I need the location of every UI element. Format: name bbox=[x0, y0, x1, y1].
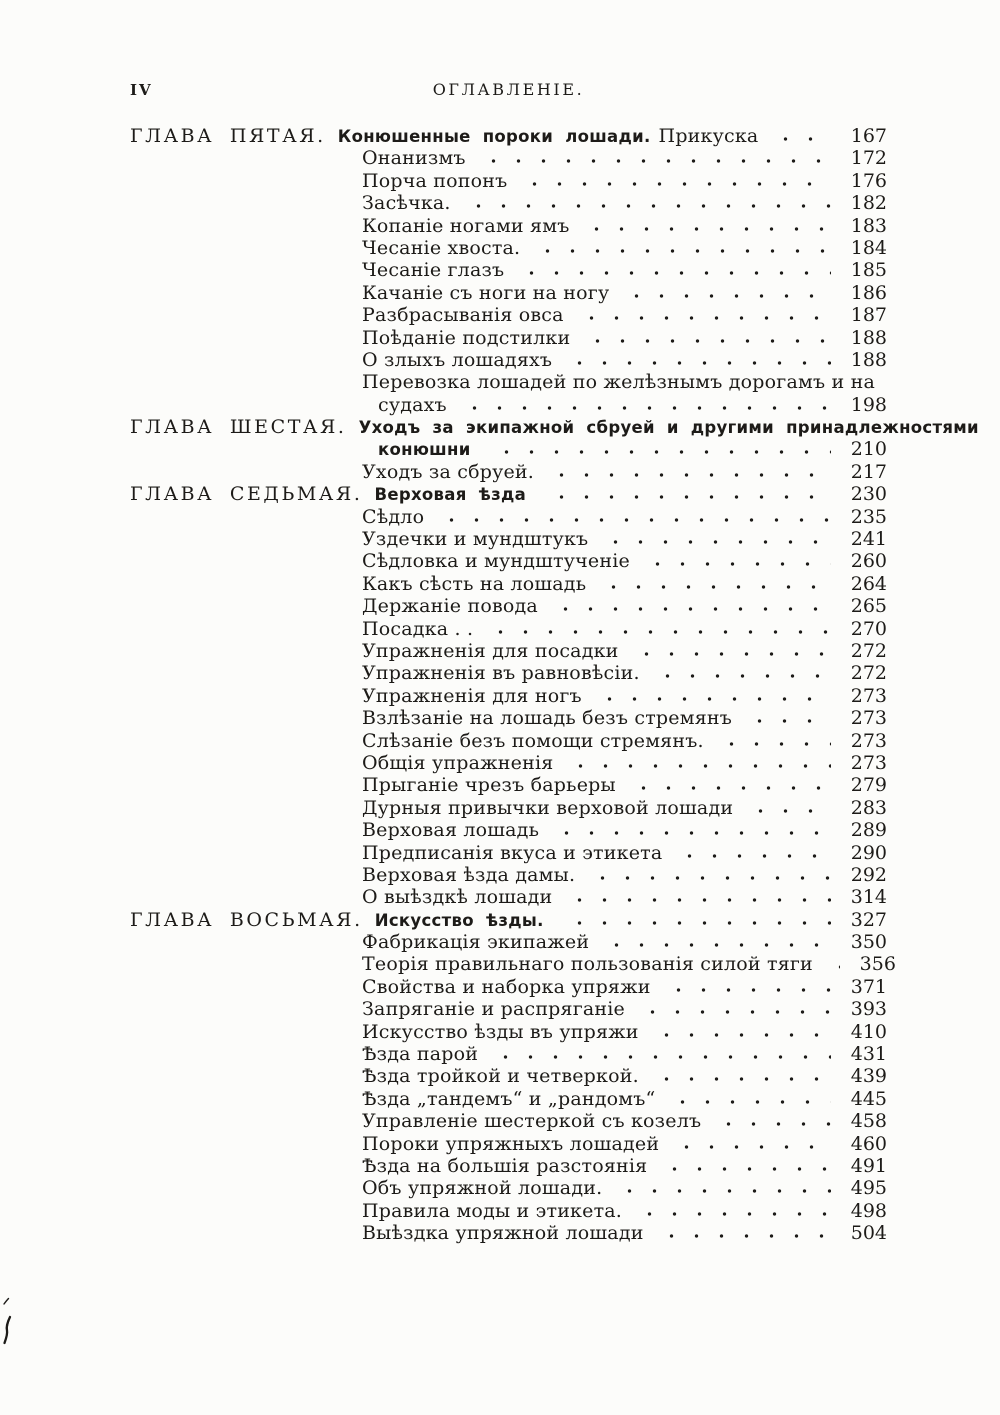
toc-entry-row bbox=[130, 707, 887, 729]
dot-leader bbox=[433, 517, 831, 523]
dot-leader bbox=[618, 293, 831, 299]
entry-label: Уходъ за сбруей. bbox=[362, 460, 535, 483]
toc-entry-row bbox=[130, 438, 887, 460]
toc-page-number: 393 bbox=[850, 998, 887, 1021]
dot-leader bbox=[611, 1188, 831, 1194]
toc-page-number: 184 bbox=[850, 236, 887, 259]
toc-entry-row bbox=[130, 170, 887, 192]
dot-leader bbox=[741, 718, 831, 724]
entry-label: Уздечки и мундштукъ bbox=[362, 528, 589, 551]
toc-entry-row bbox=[130, 1222, 887, 1244]
dot-leader bbox=[487, 1054, 831, 1060]
toc-entry-row bbox=[130, 349, 887, 371]
toc-entry-row bbox=[130, 528, 887, 550]
entry-label: Упражненія для посадки bbox=[362, 639, 619, 662]
toc-entry-row bbox=[130, 147, 887, 169]
toc-entry-row bbox=[130, 752, 887, 774]
dot-leader bbox=[579, 338, 831, 344]
dot-leader bbox=[625, 785, 831, 791]
entry-label: Общія упражненія bbox=[362, 751, 554, 774]
entry-label: судахъ bbox=[378, 393, 447, 416]
entry-label: Прикуска bbox=[658, 125, 759, 147]
chapter-title: Искусство ѣзды. bbox=[374, 910, 544, 930]
entry-label: Слѣзаніе безъ помощи стремянъ. bbox=[362, 729, 704, 752]
dot-leader bbox=[543, 494, 831, 500]
page-header bbox=[130, 80, 887, 99]
toc-entry-row bbox=[130, 394, 887, 416]
entry-label: Пороки упряжныхъ лошадей bbox=[362, 1132, 660, 1155]
entry-label: Поѣданіе подстилки bbox=[362, 326, 571, 349]
ink-mark-icon bbox=[0, 1294, 22, 1349]
toc-entry-row bbox=[130, 371, 887, 393]
entry-label: Копаніе ногами ямъ bbox=[362, 214, 570, 237]
toc-entry-row bbox=[130, 640, 887, 662]
toc-page-number: 327 bbox=[850, 908, 887, 931]
entry-label: Сѣдловка и мундштученіе bbox=[362, 550, 630, 573]
toc-page-number: 260 bbox=[850, 550, 887, 573]
toc-entry-row bbox=[130, 1177, 887, 1199]
toc-entry-row bbox=[130, 886, 887, 908]
toc-entry-row bbox=[130, 1110, 887, 1132]
toc-entry-row bbox=[130, 282, 887, 304]
entry-label: Правила моды и этикета. bbox=[362, 1199, 623, 1222]
toc-page-number: 187 bbox=[850, 304, 887, 327]
toc-entry-row bbox=[130, 976, 887, 998]
toc-entry-row bbox=[130, 730, 887, 752]
dot-leader bbox=[488, 449, 831, 455]
toc-page-number: 283 bbox=[850, 796, 887, 819]
toc-page-number: 491 bbox=[850, 1154, 887, 1177]
toc-entry-row bbox=[130, 774, 887, 796]
toc-entry-row bbox=[130, 327, 887, 349]
entry-label: Ѣзда „тандемъ“ и „рандомъ“ bbox=[362, 1087, 656, 1110]
toc-page-number: 439 bbox=[850, 1065, 887, 1088]
dot-leader bbox=[628, 651, 831, 657]
entry-label: Прыганіе чрезъ барьеры bbox=[362, 774, 616, 797]
toc-page-number: 504 bbox=[850, 1222, 887, 1245]
toc-entry-row bbox=[130, 461, 887, 483]
entry-label: Выѣздка упряжной лошади bbox=[362, 1222, 644, 1245]
dot-leader bbox=[543, 472, 831, 478]
dot-leader bbox=[562, 763, 831, 769]
toc-entry-row bbox=[130, 573, 887, 595]
toc-page-number: 273 bbox=[850, 707, 887, 730]
toc-entry-row bbox=[130, 618, 887, 640]
dot-leader bbox=[668, 1144, 831, 1150]
chapter-title: Верховая ѣзда bbox=[374, 485, 527, 505]
entry-label: Объ упряжной лошади. bbox=[362, 1177, 603, 1200]
toc-page-number: 167 bbox=[850, 125, 887, 147]
entry-label: Искусство ѣзды въ упряжи bbox=[362, 1020, 639, 1043]
dot-leader bbox=[513, 270, 831, 276]
dot-leader bbox=[475, 158, 831, 164]
dot-leader bbox=[597, 539, 831, 545]
toc-page-number: 272 bbox=[850, 639, 887, 662]
toc-entry-row bbox=[130, 1133, 887, 1155]
toc-entry-row bbox=[130, 797, 887, 819]
toc-page-number: 458 bbox=[850, 1110, 887, 1133]
toc-entry-row bbox=[130, 595, 887, 617]
page-content bbox=[130, 80, 979, 1245]
toc-page-number: 272 bbox=[850, 662, 887, 685]
toc-chapter-row bbox=[130, 483, 887, 505]
toc-entry-row bbox=[130, 1043, 887, 1065]
chapter-title: конюшни bbox=[378, 440, 471, 460]
entry-label: Ѣзда парой bbox=[362, 1043, 479, 1066]
entry-label: Посадка . . bbox=[362, 617, 474, 640]
entry-label: Перевозка лошадей по желѣзнымъ дорогамъ и на bbox=[362, 371, 875, 394]
entry-label: Онанизмъ bbox=[362, 147, 466, 170]
dot-leader bbox=[561, 360, 831, 366]
dot-leader bbox=[631, 1211, 831, 1217]
entry-label: Дурныя привычки верховой лошади bbox=[362, 796, 734, 819]
toc-page-number: 350 bbox=[850, 931, 887, 954]
toc-page-number: 431 bbox=[850, 1043, 887, 1066]
toc-entry-row bbox=[130, 192, 887, 214]
entry-label: Верховая лошадь bbox=[362, 819, 540, 842]
dot-leader bbox=[649, 673, 831, 679]
page-title: ОГЛАВЛЕНІЕ. bbox=[432, 80, 585, 99]
toc-entry-row bbox=[130, 864, 887, 886]
toc-page-number: 356 bbox=[859, 953, 896, 976]
toc-page-number: 292 bbox=[850, 863, 887, 886]
toc-entry-row bbox=[130, 237, 887, 259]
toc-page-number: 498 bbox=[850, 1199, 887, 1222]
entry-label: Упражненія для ногъ bbox=[362, 684, 582, 707]
entry-label: Упражненія въ равновѣсіи. bbox=[362, 662, 640, 685]
dot-leader bbox=[456, 405, 831, 411]
toc-page-number: 273 bbox=[850, 729, 887, 752]
entry-label: Верховая ѣзда дамы. bbox=[362, 863, 576, 886]
toc-page-number: 176 bbox=[850, 169, 887, 192]
toc-page-number: 217 bbox=[850, 460, 887, 483]
folio-roman-numeral: IV bbox=[130, 81, 153, 99]
entry-label: Порча попонъ bbox=[362, 169, 508, 192]
toc-page-number: 273 bbox=[850, 684, 887, 707]
entry-label: Свойства и наборка упряжи bbox=[362, 975, 651, 998]
dot-leader bbox=[482, 629, 831, 635]
toc-entry-row bbox=[130, 662, 887, 684]
toc-page-number: 182 bbox=[850, 192, 887, 215]
toc-page-number: 314 bbox=[850, 886, 887, 909]
toc-entry-row bbox=[130, 550, 887, 572]
toc-page-number: 188 bbox=[850, 326, 887, 349]
chapter-title: Уходъ за экипажной сбруей и другими принадлежностями bbox=[358, 418, 979, 438]
chapter-label: ГЛАВА ВОСЬМАЯ. bbox=[130, 908, 363, 931]
dot-leader bbox=[656, 1166, 831, 1172]
toc-entry-row bbox=[130, 506, 887, 528]
entry-label: Засѣчка. bbox=[362, 192, 451, 215]
dot-leader bbox=[742, 808, 831, 814]
dot-leader bbox=[598, 942, 831, 948]
dot-leader bbox=[548, 830, 831, 836]
toc-page-number: 172 bbox=[850, 147, 887, 170]
toc-chapter-row bbox=[130, 416, 979, 439]
dot-leader bbox=[639, 561, 831, 567]
entry-label: Разбрасыванія овса bbox=[362, 304, 564, 327]
toc-entry-row bbox=[130, 998, 887, 1020]
toc-page-number: 273 bbox=[850, 751, 887, 774]
dot-leader bbox=[653, 1233, 831, 1239]
toc-page-number: 265 bbox=[850, 595, 887, 618]
dot-leader bbox=[591, 696, 831, 702]
chapter-label: ГЛАВА ШЕСТАЯ. bbox=[130, 416, 347, 439]
dot-leader bbox=[660, 987, 831, 993]
entry-label: Взлѣзаніе на лошадь безъ стремянъ bbox=[362, 707, 733, 730]
entry-label: Чесаніе глазъ bbox=[362, 259, 505, 282]
toc-entry-row bbox=[130, 819, 887, 841]
entry-label: Запряганіе и распряганіе bbox=[362, 998, 625, 1021]
toc-page-number: 290 bbox=[850, 841, 887, 864]
toc-entry-row bbox=[130, 215, 887, 237]
dot-leader bbox=[573, 315, 831, 321]
dot-leader bbox=[584, 875, 831, 881]
toc-page-number: 188 bbox=[850, 348, 887, 371]
dot-leader bbox=[634, 1009, 831, 1015]
dot-leader bbox=[671, 853, 831, 859]
entry-label: Теорія правильнаго пользованія силой тяги bbox=[362, 953, 813, 976]
chapter-label: ГЛАВА СЕДЬМАЯ. bbox=[130, 483, 363, 506]
toc-entry-row bbox=[130, 842, 887, 864]
toc-entry-row bbox=[130, 1088, 887, 1110]
toc-entry-row bbox=[130, 259, 887, 281]
dot-leader bbox=[595, 584, 831, 590]
toc-entry-row bbox=[130, 685, 887, 707]
dot-leader bbox=[561, 897, 831, 903]
entry-label: Фабрикація экипажей bbox=[362, 931, 590, 954]
toc-page-number: 410 bbox=[850, 1020, 887, 1043]
toc-page-number: 460 bbox=[850, 1132, 887, 1155]
entry-label: Ѣзда тройкой и четверкой. bbox=[362, 1065, 639, 1088]
entry-label: Качаніе съ ноги на ногу bbox=[362, 281, 610, 304]
entry-label: Держаніе повода bbox=[362, 595, 538, 618]
toc-page-number: 241 bbox=[850, 528, 887, 551]
dot-leader bbox=[516, 181, 831, 187]
toc-page-number: 445 bbox=[850, 1087, 887, 1110]
chapter-title: Конюшенные пороки лошади. bbox=[337, 127, 651, 146]
toc-page-number: 264 bbox=[850, 572, 887, 595]
toc-entry-row bbox=[130, 1065, 887, 1087]
dot-leader bbox=[561, 920, 831, 926]
entry-label: Сѣдло bbox=[362, 505, 425, 528]
toc-page-number: 371 bbox=[850, 975, 887, 998]
dot-leader bbox=[767, 136, 831, 142]
toc-chapter-row bbox=[130, 909, 887, 931]
dot-leader bbox=[648, 1076, 831, 1082]
toc-page-number: 185 bbox=[850, 259, 887, 282]
toc-entry-row bbox=[130, 931, 887, 953]
dot-leader bbox=[710, 1121, 831, 1127]
toc-page-number: 230 bbox=[850, 483, 887, 506]
dot-leader bbox=[822, 964, 840, 970]
entry-label: Управленіе шестеркой съ козелъ bbox=[362, 1110, 702, 1133]
dot-leader bbox=[578, 226, 831, 232]
entry-label: Чесаніе хвоста. bbox=[362, 236, 521, 259]
dot-leader bbox=[529, 248, 831, 254]
toc-page-number: 183 bbox=[850, 214, 887, 237]
entry-label: Какъ сѣсть на лошадь bbox=[362, 572, 587, 595]
dot-leader bbox=[648, 1032, 831, 1038]
toc-page-number: 270 bbox=[850, 617, 887, 640]
dot-leader bbox=[664, 1099, 831, 1105]
toc-page-number: 235 bbox=[850, 505, 887, 528]
entry-label: О выѣздкѣ лошади bbox=[362, 886, 553, 909]
toc-page-number: 279 bbox=[850, 774, 887, 797]
entry-label: Предписанія вкуса и этикета bbox=[362, 841, 663, 864]
entry-label: Ѣзда на большія разстоянія bbox=[362, 1154, 648, 1177]
toc-entry-row bbox=[130, 953, 896, 976]
toc-page-number: 198 bbox=[850, 393, 887, 416]
toc-page-number: 289 bbox=[850, 819, 887, 842]
table-of-contents bbox=[130, 125, 979, 1245]
toc-entry-row bbox=[130, 1155, 887, 1177]
toc-page-number: 186 bbox=[850, 281, 887, 304]
toc-entry-row bbox=[130, 1021, 887, 1043]
entry-label: О злыхъ лошадяхъ bbox=[362, 348, 553, 371]
dot-leader bbox=[547, 606, 831, 612]
chapter-label: ГЛАВА ПЯТАЯ. bbox=[130, 125, 326, 147]
toc-chapter-row bbox=[130, 125, 887, 147]
toc-page-number: 495 bbox=[850, 1177, 887, 1200]
toc-page-number: 210 bbox=[850, 438, 887, 461]
toc-entry-row bbox=[130, 304, 887, 326]
dot-leader bbox=[460, 203, 831, 209]
dot-leader bbox=[713, 741, 831, 747]
toc-entry-row bbox=[130, 1200, 887, 1222]
